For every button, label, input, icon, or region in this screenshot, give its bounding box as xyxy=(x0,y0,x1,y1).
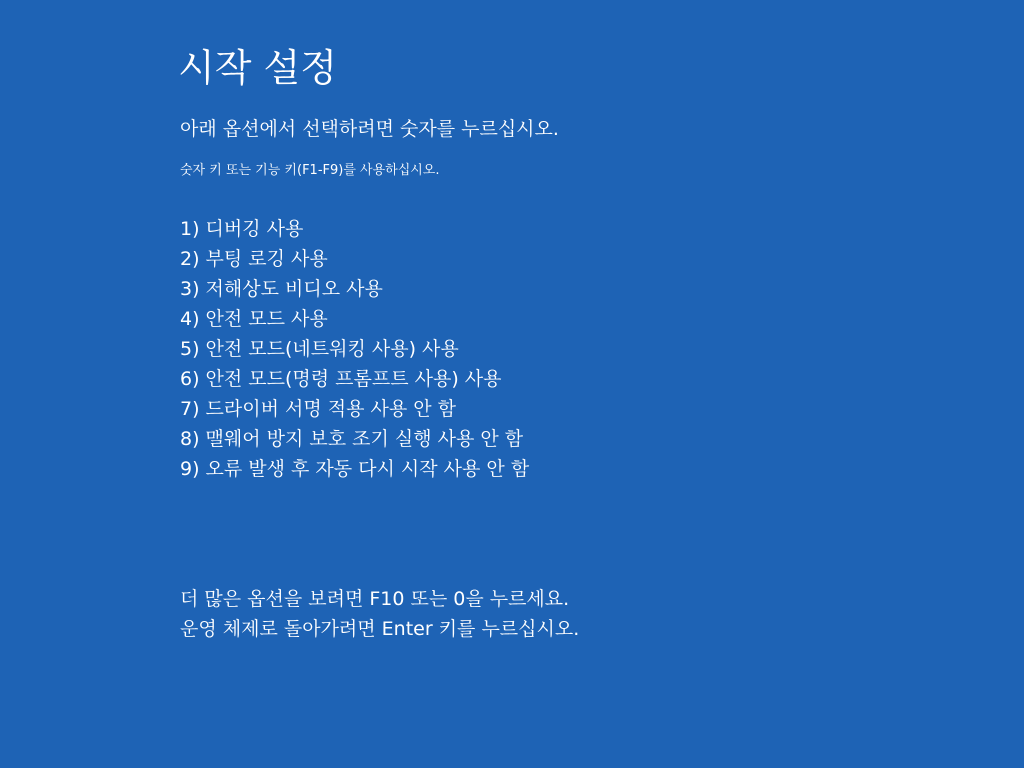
footer-instructions xyxy=(180,584,579,644)
startup-options-list xyxy=(180,214,529,484)
option-safe-mode-networking[interactable]: 5) 안전 모드(네트워킹 사용) 사용 xyxy=(180,338,459,360)
option-enable-boot-logging[interactable]: 2) 부팅 로깅 사용 xyxy=(180,248,328,270)
option-enable-debugging[interactable]: 1) 디버깅 사용 xyxy=(180,218,304,240)
option-disable-auto-restart[interactable]: 9) 오류 발생 후 자동 다시 시작 사용 안 함 xyxy=(180,458,530,480)
option-safe-mode-command-prompt[interactable]: 6) 안전 모드(명령 프롬프트 사용) 사용 xyxy=(180,368,502,390)
key-hint-text: 숫자 키 또는 기능 키(F1-F9)를 사용하십시오. xyxy=(180,163,440,178)
option-disable-driver-signature[interactable]: 7) 드라이버 서명 적용 사용 안 함 xyxy=(180,398,456,420)
page-title: 시작 설정 xyxy=(178,46,337,90)
option-enable-safe-mode[interactable]: 4) 안전 모드 사용 xyxy=(180,308,328,330)
return-to-os-text[interactable]: 운영 체제로 돌아가려면 Enter 키를 누르십시오. xyxy=(180,618,580,640)
option-disable-early-antimalware[interactable]: 8) 맬웨어 방지 보호 조기 실행 사용 안 함 xyxy=(180,428,524,450)
option-enable-low-resolution-video[interactable]: 3) 저해상도 비디오 사용 xyxy=(180,278,383,300)
more-options-text[interactable]: 더 많은 옵션을 보려면 F10 또는 0을 누르세요. xyxy=(180,588,570,610)
instruction-text: 아래 옵션에서 선택하려면 숫자를 누르십시오. xyxy=(180,118,559,140)
